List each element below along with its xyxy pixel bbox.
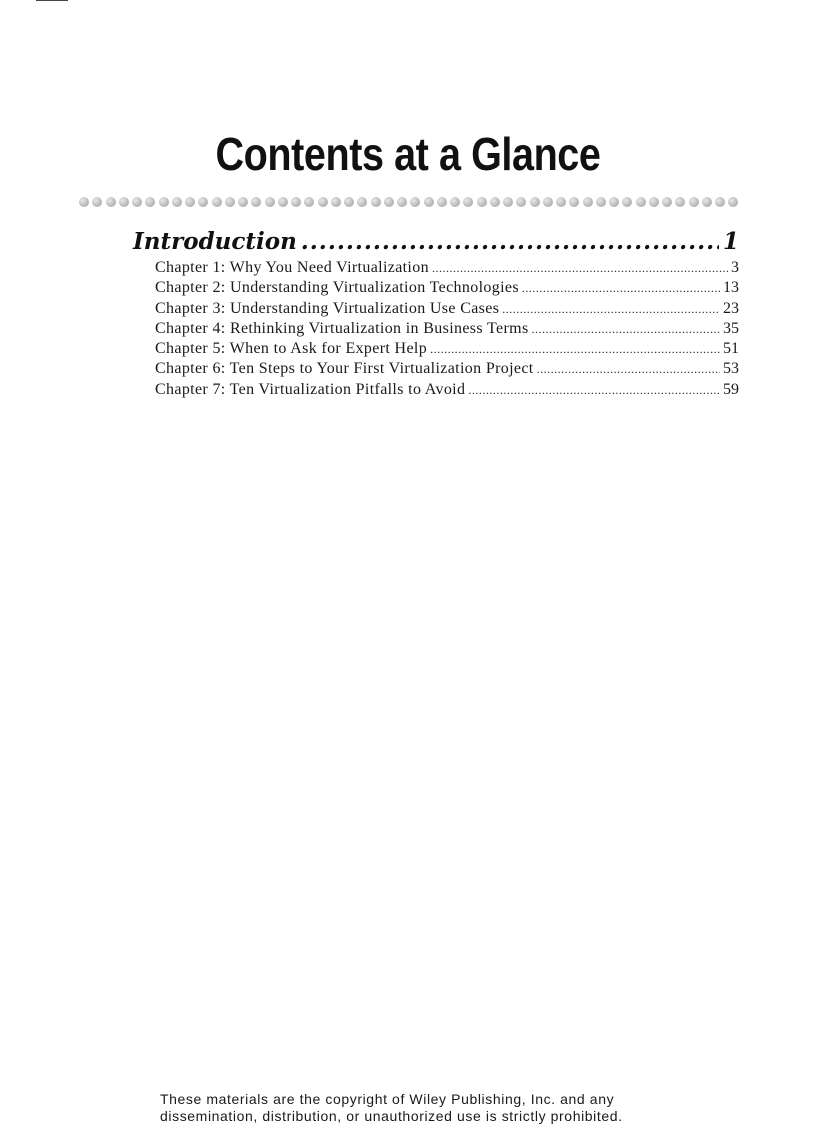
dotted-divider: [79, 196, 739, 208]
chapter-page-number: 13: [723, 279, 739, 297]
page-title: Contents at a Glance: [215, 128, 601, 180]
toc-entry-chapter-2[interactable]: [155, 278, 739, 298]
chapter-label: Chapter 7: Ten Virtualization Pitfalls to Avoid: [155, 380, 466, 398]
toc-entry-chapter-4[interactable]: [155, 319, 739, 339]
chapter-page-number: 35: [723, 319, 739, 337]
dot-leader: [468, 380, 720, 400]
dot-leader: [432, 258, 728, 278]
dot-leader: [522, 278, 720, 298]
chapter-page-number: 53: [723, 360, 739, 378]
copyright-line-1: These materials are the copyright of Wiley Publishing, Inc. and any: [160, 1091, 615, 1107]
copyright-line-2: dissemination, distribution, or unauthorized use is strictly prohibited.: [160, 1108, 623, 1124]
toc-entry-chapter-3[interactable]: [155, 299, 739, 319]
toc-entry-chapter-7[interactable]: [155, 380, 739, 400]
table-of-contents: [133, 228, 739, 400]
chapter-page-number: 59: [723, 380, 739, 398]
chapter-page-number: 3: [731, 259, 739, 276]
toc-entry-chapter-6[interactable]: [155, 359, 739, 379]
chapter-page-number: 23: [723, 299, 739, 317]
dot-leader: [537, 359, 720, 379]
toc-part-page: 1: [722, 228, 739, 255]
chapter-list: [133, 256, 739, 400]
chapter-page-number: 51: [723, 340, 739, 358]
dot-leader: [532, 319, 720, 339]
dot-leader: [430, 339, 720, 359]
chapter-label: Chapter 6: Ten Steps to Your First Virtualization Project: [155, 360, 534, 378]
chapter-label: Chapter 2: Understanding Virtualization Technologies: [155, 279, 519, 297]
chapter-label: Chapter 5: When to Ask for Expert Help: [155, 340, 428, 358]
chapter-label: Chapter 3: Understanding Virtualization Use Cases: [155, 299, 500, 317]
chapter-label: Chapter 1: Why You Need Virtualization: [155, 259, 429, 276]
page-corner-mark: [36, 0, 68, 1]
toc-part-label: Introduction: [133, 228, 297, 255]
toc-entry-introduction[interactable]: [133, 228, 739, 256]
chapter-label: Chapter 4: Rethinking Virtualization in Business Terms: [155, 319, 529, 337]
toc-entry-chapter-1[interactable]: [155, 258, 739, 278]
dot-leader: [502, 299, 720, 319]
copyright-notice: [160, 1091, 720, 1125]
toc-entry-chapter-5[interactable]: [155, 339, 739, 359]
dot-leader: [301, 228, 719, 256]
